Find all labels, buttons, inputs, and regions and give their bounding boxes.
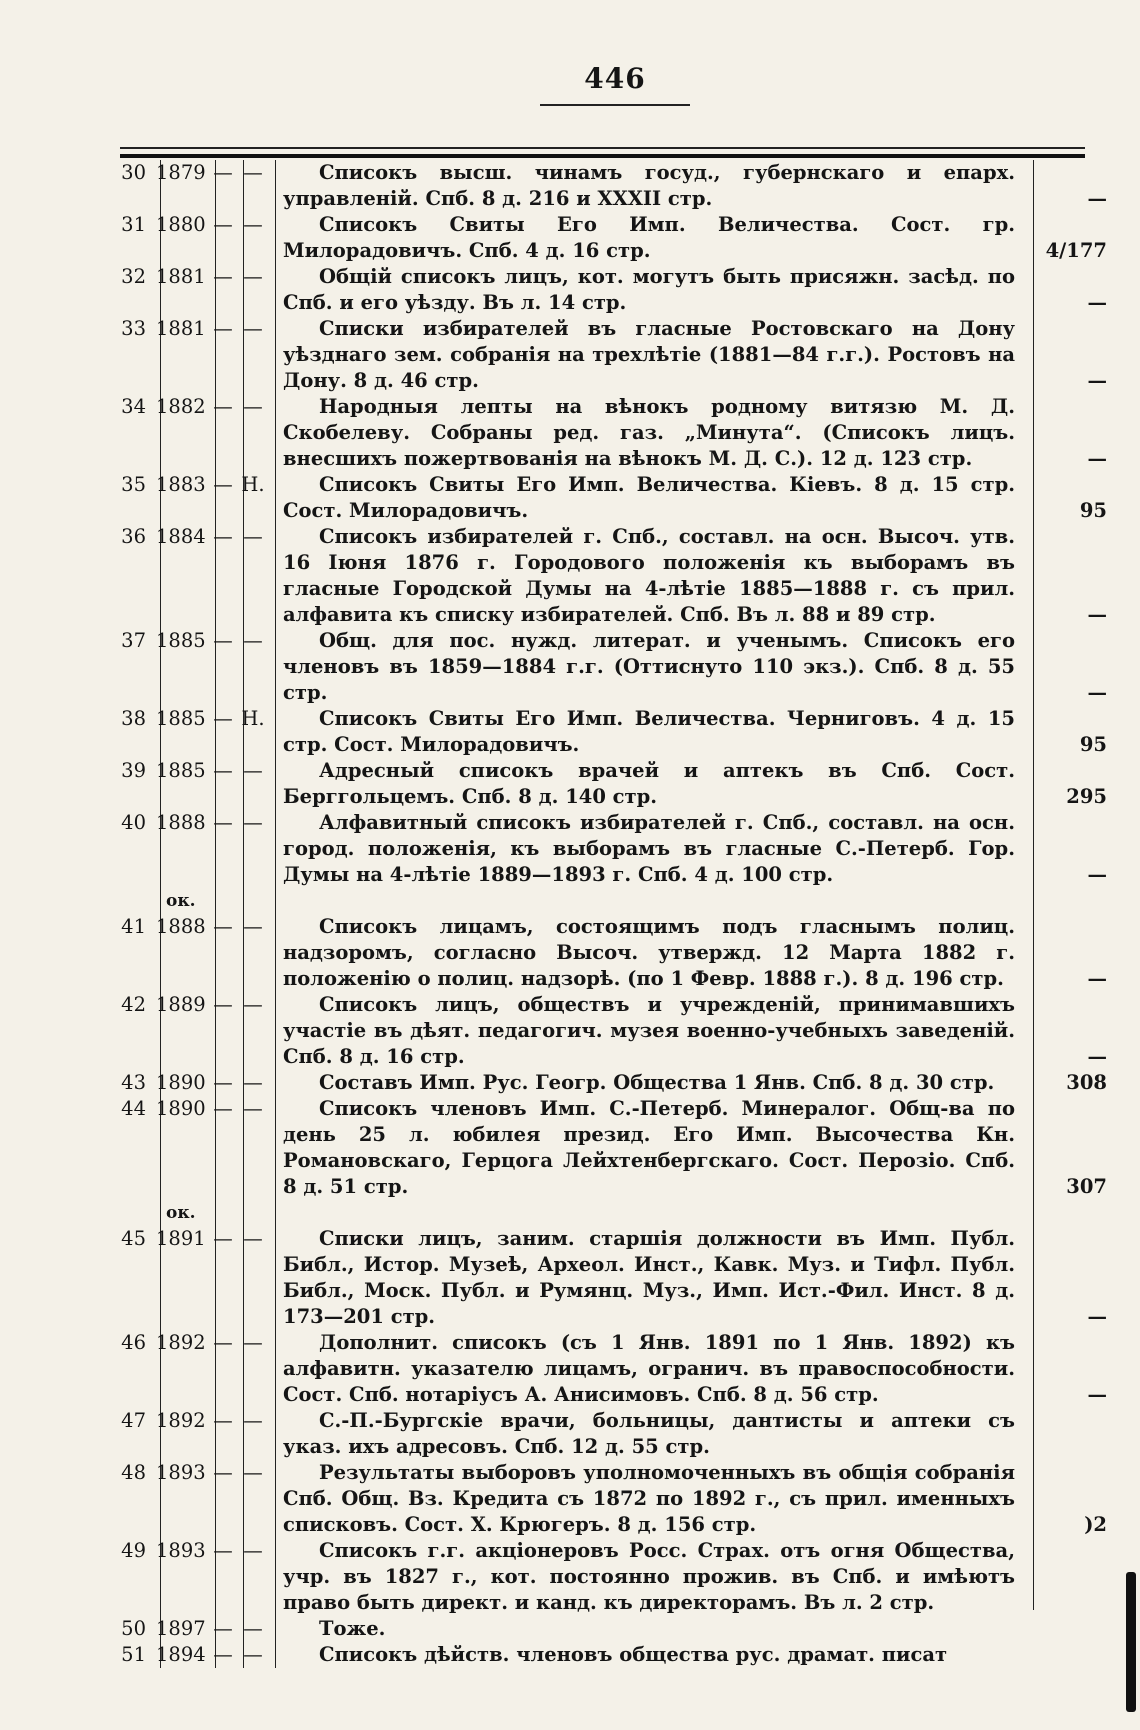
entry-year: 1882 bbox=[156, 395, 206, 418]
entry-row bbox=[0, 706, 1140, 758]
entry-year: 1889 bbox=[156, 993, 206, 1016]
entry-col-a: — bbox=[213, 161, 233, 184]
entry-year: 1893 bbox=[156, 1539, 206, 1562]
entry-year: 1890 bbox=[156, 1097, 206, 1120]
entry-text: Списки лицъ, заним. старшія должности въ Имп. Публ. Библ., Истор. Музеѣ, Археол. Инст., Кавк. Муз. и Тифл. Публ. Библ., Моск. Публ. и Румянц. Муз., Имп. Ист.-Фил. Инст. 8 д. 173—201 стр. bbox=[283, 1227, 1015, 1328]
entry-year: 1885 bbox=[156, 759, 206, 782]
header-rule-thin bbox=[120, 147, 1085, 149]
entry-text: Составъ Имп. Рус. Геогр. Общества 1 Янв. Спб. 8 д. 30 стр. bbox=[319, 1071, 995, 1094]
entry-number: 42 bbox=[121, 993, 146, 1016]
entry-row bbox=[0, 394, 1140, 472]
entry-year: 1894 bbox=[156, 1643, 206, 1666]
entry-price: — bbox=[1087, 1383, 1107, 1406]
entry-price: — bbox=[1087, 187, 1107, 210]
entry-row bbox=[0, 758, 1140, 810]
entry-col-a: — bbox=[213, 1071, 233, 1094]
entry-number: 39 bbox=[121, 759, 146, 782]
entry-col-b: — bbox=[243, 629, 263, 652]
entry-col-a: — bbox=[213, 1539, 233, 1562]
entry-number: 32 bbox=[121, 265, 146, 288]
entry-number: 37 bbox=[121, 629, 146, 652]
entry-number: 48 bbox=[121, 1461, 146, 1484]
entry-col-a: — bbox=[213, 915, 233, 938]
entry-row bbox=[0, 1538, 1140, 1616]
entry-col-b: — bbox=[243, 161, 263, 184]
entry-year: 1892 bbox=[156, 1331, 206, 1354]
entry-col-b: — bbox=[243, 395, 263, 418]
entry-col-b: — bbox=[243, 993, 263, 1016]
entry-col-a: — bbox=[213, 1227, 233, 1250]
entry-col-b: — bbox=[243, 1539, 263, 1562]
entry-number: 49 bbox=[121, 1539, 146, 1562]
page-edge-mark bbox=[1126, 1572, 1136, 1712]
entry-text: Тоже. bbox=[319, 1617, 386, 1640]
entry-number: 51 bbox=[121, 1643, 146, 1666]
entry-col-b: Н. bbox=[241, 473, 265, 496]
entry-year: 1893 bbox=[156, 1461, 206, 1484]
approx-date-row bbox=[0, 888, 1140, 914]
entry-text: Общій списокъ лицъ, кот. могутъ быть присяжн. засѣд. по Спб. и его уѣзду. Въ л. 14 стр. bbox=[283, 265, 1015, 314]
approx-date-row bbox=[0, 1200, 1140, 1226]
entry-row bbox=[0, 1460, 1140, 1538]
entry-row bbox=[0, 1330, 1140, 1408]
entry-number: 41 bbox=[121, 915, 146, 938]
entry-number: 35 bbox=[121, 473, 146, 496]
entry-col-b: — bbox=[243, 915, 263, 938]
entry-row bbox=[0, 524, 1140, 628]
entry-text: Списокъ г.г. акціонеровъ Росс. Страх. отъ огня Общества, учр. въ 1827 г., кот. постоянно прожив. въ Спб. и имѣютъ право быть директ. и канд. къ директорамъ. Въ л. 2 стр. bbox=[283, 1539, 1015, 1614]
entry-price: 307 bbox=[1066, 1175, 1107, 1198]
entry-row bbox=[0, 992, 1140, 1070]
entry-price: — bbox=[1087, 967, 1107, 990]
entry-row bbox=[0, 212, 1140, 264]
entry-text: Результаты выборовъ уполномоченныхъ въ общія собранія Спб. Общ. Вз. Кредита съ 1872 по 1892 г., съ прил. именныхъ списковъ. Сост. Х. Крюгеръ. 8 д. 156 стр. bbox=[283, 1461, 1015, 1536]
entry-col-b: — bbox=[243, 759, 263, 782]
entry-col-b: — bbox=[243, 1643, 263, 1666]
entry-row bbox=[0, 1226, 1140, 1330]
entry-col-a: — bbox=[213, 1461, 233, 1484]
entry-row bbox=[0, 160, 1140, 212]
entry-col-b: Н. bbox=[241, 707, 265, 730]
entry-year: 1888 bbox=[156, 811, 206, 834]
entry-col-a: — bbox=[213, 473, 233, 496]
entry-number: 45 bbox=[121, 1227, 146, 1250]
entry-number: 36 bbox=[121, 525, 146, 548]
entry-col-a: — bbox=[213, 395, 233, 418]
title-underline bbox=[540, 104, 690, 106]
entry-col-b: — bbox=[243, 1331, 263, 1354]
entry-col-a: — bbox=[213, 811, 233, 834]
entry-year: 1884 bbox=[156, 525, 206, 548]
entry-col-a: — bbox=[213, 213, 233, 236]
entry-text: Списокъ Свиты Его Имп. Величества. Кіевъ. 8 д. 15 стр. Сост. Милорадовичъ. bbox=[283, 473, 1015, 522]
entry-col-b: — bbox=[243, 213, 263, 236]
entry-row bbox=[0, 316, 1140, 394]
entry-col-b: — bbox=[243, 1461, 263, 1484]
approx-label: ок. bbox=[166, 891, 196, 911]
entry-year: 1879 bbox=[156, 161, 206, 184]
entry-price: — bbox=[1087, 1045, 1107, 1068]
entry-price: 95 bbox=[1079, 499, 1107, 522]
entry-year: 1888 bbox=[156, 915, 206, 938]
entry-price: — bbox=[1087, 447, 1107, 470]
entry-price: 4/177 bbox=[1045, 239, 1107, 262]
entry-price: 295 bbox=[1066, 785, 1107, 808]
entry-price: — bbox=[1087, 603, 1107, 626]
entry-col-a: — bbox=[213, 993, 233, 1016]
entry-number: 33 bbox=[121, 317, 146, 340]
entry-price: — bbox=[1087, 291, 1107, 314]
entry-row bbox=[0, 1642, 1140, 1668]
entry-year: 1883 bbox=[156, 473, 206, 496]
entry-text: Списокъ членовъ Имп. С.-Петерб. Минералог. Общ-ва по день 25 л. юбилея презид. Его Имп. Высочества Кн. Романовскаго, Герцога Лейхтенбергскаго. Сост. Перозіо. Спб. 8 д. 51 стр. bbox=[283, 1097, 1015, 1198]
entry-row bbox=[0, 1096, 1140, 1200]
entry-price: )2 bbox=[1084, 1513, 1107, 1536]
entry-row bbox=[0, 1408, 1140, 1460]
entry-row bbox=[0, 1070, 1140, 1096]
entry-year: 1892 bbox=[156, 1409, 206, 1432]
entry-year: 1885 bbox=[156, 707, 206, 730]
entry-col-a: — bbox=[213, 1331, 233, 1354]
entry-text: Адресный списокъ врачей и аптекъ въ Спб. Сост. Берггольцемъ. Спб. 8 д. 140 стр. bbox=[283, 759, 1015, 808]
entry-number: 31 bbox=[121, 213, 146, 236]
entry-number: 40 bbox=[121, 811, 146, 834]
entry-number: 30 bbox=[121, 161, 146, 184]
entry-col-a: — bbox=[213, 1617, 233, 1640]
entry-number: 38 bbox=[121, 707, 146, 730]
entry-col-a: — bbox=[213, 1643, 233, 1666]
entry-number: 46 bbox=[121, 1331, 146, 1354]
entry-year: 1891 bbox=[156, 1227, 206, 1250]
entry-year: 1897 bbox=[156, 1617, 206, 1640]
entry-text: Списокъ избирателей г. Спб., составл. на осн. Высоч. утв. 16 Іюня 1876 г. Городового положенія къ выборамъ въ гласные Городской Думы на 4-лѣтіе 1885—1888 г. съ прил. алфавита къ списку избирателей. Спб. Въ л. 88 и 89 стр. bbox=[283, 525, 1015, 626]
page-number: 446 bbox=[584, 62, 646, 95]
entry-price: 95 bbox=[1079, 733, 1107, 756]
entry-col-a: — bbox=[213, 265, 233, 288]
entry-text: Списокъ Свиты Его Имп. Величества. Сост. гр. Милорадовичъ. Спб. 4 д. 16 стр. bbox=[283, 213, 1015, 262]
entry-col-b: — bbox=[243, 1227, 263, 1250]
entry-row bbox=[0, 1616, 1140, 1642]
entry-col-a: — bbox=[213, 1097, 233, 1120]
entry-text: Общ. для пос. нужд. литерат. и ученымъ. Списокъ его членовъ въ 1859—1884 г.г. (Оттиснуто 110 экз.). Спб. 8 д. 55 стр. bbox=[283, 629, 1015, 704]
bibliography-entries bbox=[0, 160, 1140, 1668]
entry-price: — bbox=[1087, 863, 1107, 886]
entry-price: — bbox=[1087, 1305, 1107, 1328]
entry-price: 308 bbox=[1066, 1071, 1107, 1094]
entry-row bbox=[0, 628, 1140, 706]
entry-text: Списокъ лицамъ, состоящимъ подъ гласнымъ полиц. надзоромъ, согласно Высоч. утвержд. 12 Марта 1882 г. положенію о полиц. надзорѣ. (по 1 Февр. 1888 г.). 8 д. 196 стр. bbox=[283, 915, 1015, 990]
entry-col-a: — bbox=[213, 1409, 233, 1432]
entry-text: Народныя лепты на вѣнокъ родному витязю М. Д. Скобелеву. Собраны ред. газ. „Минута“. (Списокъ лицъ. внесшихъ пожертвованія на вѣнокъ М. Д. С.). 12 д. 123 стр. bbox=[283, 395, 1015, 470]
entry-number: 50 bbox=[121, 1617, 146, 1640]
entry-text: Списки избирателей въ гласные Ростовскаго на Дону уѣзднаго зем. собранія на трехлѣтіе (1881—84 г.г.). Ростовъ на Дону. 8 д. 46 стр. bbox=[283, 317, 1015, 392]
entry-text: Дополнит. списокъ (съ 1 Янв. 1891 по 1 Янв. 1892) къ алфавитн. указателю лицамъ, огранич. въ правоспособности. Сост. Спб. нотаріусъ А. Анисимовъ. Спб. 8 д. 56 стр. bbox=[283, 1331, 1015, 1406]
entry-col-b: — bbox=[243, 265, 263, 288]
entry-row bbox=[0, 472, 1140, 524]
entry-row bbox=[0, 914, 1140, 992]
entry-col-a: — bbox=[213, 317, 233, 340]
entry-text: Списокъ Свиты Его Имп. Величества. Черниговъ. 4 д. 15 стр. Сост. Милорадовичъ. bbox=[283, 707, 1015, 756]
entry-col-b: — bbox=[243, 1617, 263, 1640]
header-rule-thick bbox=[120, 154, 1085, 158]
entry-text: Списокъ дѣйств. членовъ общества рус. драмат. писат bbox=[319, 1643, 948, 1666]
entry-number: 47 bbox=[121, 1409, 146, 1432]
entry-col-b: — bbox=[243, 1097, 263, 1120]
entry-number: 43 bbox=[121, 1071, 146, 1094]
entry-col-b: — bbox=[243, 1071, 263, 1094]
entry-row bbox=[0, 264, 1140, 316]
entry-col-b: — bbox=[243, 525, 263, 548]
entry-row bbox=[0, 810, 1140, 888]
entry-col-a: — bbox=[213, 629, 233, 652]
entry-col-a: — bbox=[213, 707, 233, 730]
entry-col-b: — bbox=[243, 1409, 263, 1432]
entry-year: 1881 bbox=[156, 317, 206, 340]
entry-text: Алфавитный списокъ избирателей г. Спб., составл. на осн. город. положенія, къ выборамъ въ гласные С.-Петерб. Гор. Думы на 4-лѣтіе 1889—1893 г. Спб. 4 д. 100 стр. bbox=[283, 811, 1015, 886]
entry-number: 44 bbox=[121, 1097, 146, 1120]
entry-text: С.-П.-Бургскіе врачи, больницы, дантисты и аптеки съ указ. ихъ адресовъ. Спб. 12 д. 55 стр. bbox=[283, 1409, 1015, 1458]
entry-year: 1880 bbox=[156, 213, 206, 236]
entry-col-b: — bbox=[243, 811, 263, 834]
entry-text: Списокъ высш. чинамъ госуд., губернскаго и епарх. управленій. Спб. 8 д. 216 и XXXII стр. bbox=[283, 161, 1015, 210]
approx-label: ок. bbox=[166, 1203, 196, 1223]
entry-price: — bbox=[1087, 369, 1107, 392]
entry-number: 34 bbox=[121, 395, 146, 418]
entry-text: Списокъ лицъ, обществъ и учрежденій, принимавшихъ участіе въ дѣят. педагогич. музея военно-учебныхъ заведеній. Спб. 8 д. 16 стр. bbox=[283, 993, 1015, 1068]
entry-year: 1885 bbox=[156, 629, 206, 652]
entry-price: — bbox=[1087, 681, 1107, 704]
entry-col-a: — bbox=[213, 759, 233, 782]
entry-col-b: — bbox=[243, 317, 263, 340]
entry-year: 1890 bbox=[156, 1071, 206, 1094]
entry-year: 1881 bbox=[156, 265, 206, 288]
entry-col-a: — bbox=[213, 525, 233, 548]
